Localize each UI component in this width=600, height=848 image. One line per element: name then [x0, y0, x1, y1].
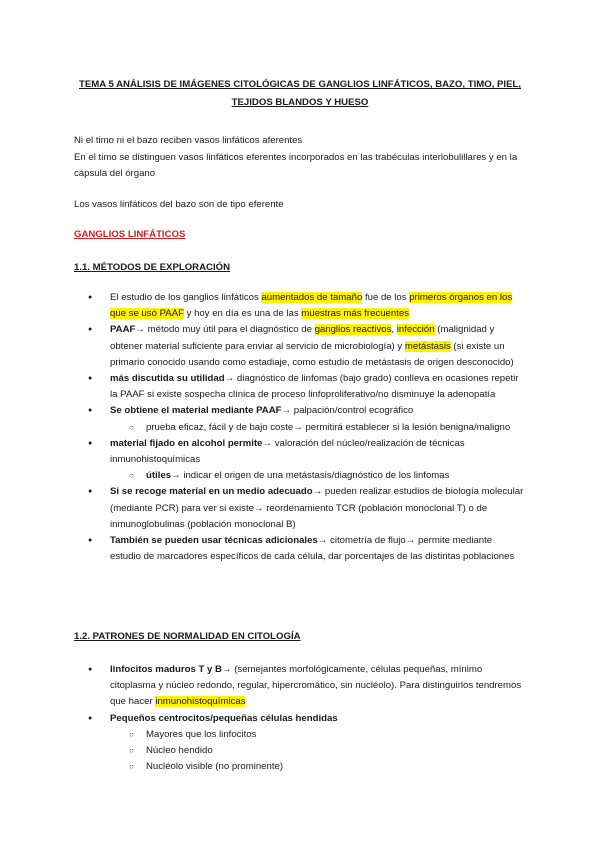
subsection-1-1-heading: 1.1. MÉTODOS DE EXPLORACIÓN — [74, 262, 231, 273]
section-ganglios-heading: GANGLIOS LINFÁTICOS — [74, 229, 186, 240]
intro-block — [74, 133, 524, 183]
list-item: ● Si se recoge material en un medio adecuado→ pueden realizar estudios de biología molecular (mediante PCR) para ver si existe→ reordenamiento TCR (población monoclonal T) o de inmunoglobulinas (población monoclonal B) — [74, 484, 524, 533]
list-item: ● PAAF→ método muy útil para el diagnóstico de ganglios reactivos, infección (malignidad y obtener material suficiente para enviar al servicio de microbiología) y metástasis (si existe un primario conocido usando como estadiaje, como estudio de metástasis de origen desconocido) — [74, 322, 524, 371]
sub-list-item: ○ Núcleo hendido — [74, 743, 524, 759]
list-item: ● El estudio de los ganglios linfáticos aumentados de tamaño fue de los primeros órganos en los que se usó PAAF y hoy en día es una de las muestras más frecuentes — [74, 290, 524, 322]
document-title — [72, 76, 528, 112]
highlight: inmunohistoquímicas — [155, 696, 246, 708]
highlight: infección — [396, 324, 435, 336]
subsection-1-2-heading: 1.2. PATRONES DE NORMALIDAD EN CITOLOGÍA — [74, 631, 301, 642]
highlight: muestras más frecuentes — [301, 308, 410, 320]
list-item: ● más discutida su utilidad→ diagnóstico de linfomas (bajo grado) conlleva en ocasiones repetir la PAAF si existe sospecha clínica de proceso linfoproliferativo/no disminuye la adenopatía — [74, 371, 524, 403]
highlight: primeros órganos en los que se usó PAAF — [110, 292, 513, 320]
intro-paragraph-1: Ni el timo ni el bazo reciben vasos linfáticos aferentes — [74, 135, 303, 146]
list-item: ● Se obtiene el material mediante PAAF→ palpación/control ecográfico — [74, 403, 524, 419]
highlight: metástasis — [404, 340, 451, 352]
title-line-1: TEMA 5 ANÁLISIS DE IMÁGENES CITOLÓGICAS DE GANGLIOS LINFÁTICOS, BAZO, TIMO, PIEL, — [78, 79, 522, 90]
list-item: ● También se pueden usar técnicas adicionales→ citometría de flujo→ permite mediante estudio de marcadores específicos de cada célula, dar porcentajes de las distintas poblaciones — [74, 533, 524, 565]
normality-list — [74, 662, 524, 775]
intro-paragraph-2: En el timo se distinguen vasos linfáticos eferentes incorporados en las trabéculas interlobulillares y en la cápsula del órgano — [74, 151, 518, 179]
list-item: ● Pequeños centrocitos/pequeñas células hendidas — [74, 711, 524, 727]
list-item: ● material fijado en alcohol permite→ valoración del núcleo/realización de técnicas inmunohistoquímicas — [74, 436, 524, 468]
methods-list — [74, 290, 524, 565]
intro-paragraph-3: Los vasos linfáticos del bazo son de tipo eferente — [74, 199, 284, 210]
sub-list-item: ○ prueba eficaz, fácil y de bajo coste→ permitirá establecer si la lesión benigna/maligno — [74, 420, 524, 436]
highlight: aumentados de tamaño — [261, 292, 363, 303]
title-line-2: TEJIDOS BLANDOS Y HUESO — [231, 97, 369, 108]
sub-list-item: ○ Mayores que los linfocitos — [74, 727, 524, 743]
list-item: ● linfocitos maduros T y B→ (semejantes morfológicamente, células pequeñas, mínimo citoplasma y núcleo redondo, regular, hipercromático, sin nucléolo). Para distinguirlos tendremos que hacer inmunohistoquímicas — [74, 662, 524, 711]
sub-list-item: ○ útiles→ indicar el origen de una metástasis/diagnóstico de los linfomas — [74, 468, 524, 484]
highlight: ganglios reactivos — [314, 324, 392, 336]
sub-list-item: ○ Nucléolo visible (no prominente) — [74, 759, 524, 775]
